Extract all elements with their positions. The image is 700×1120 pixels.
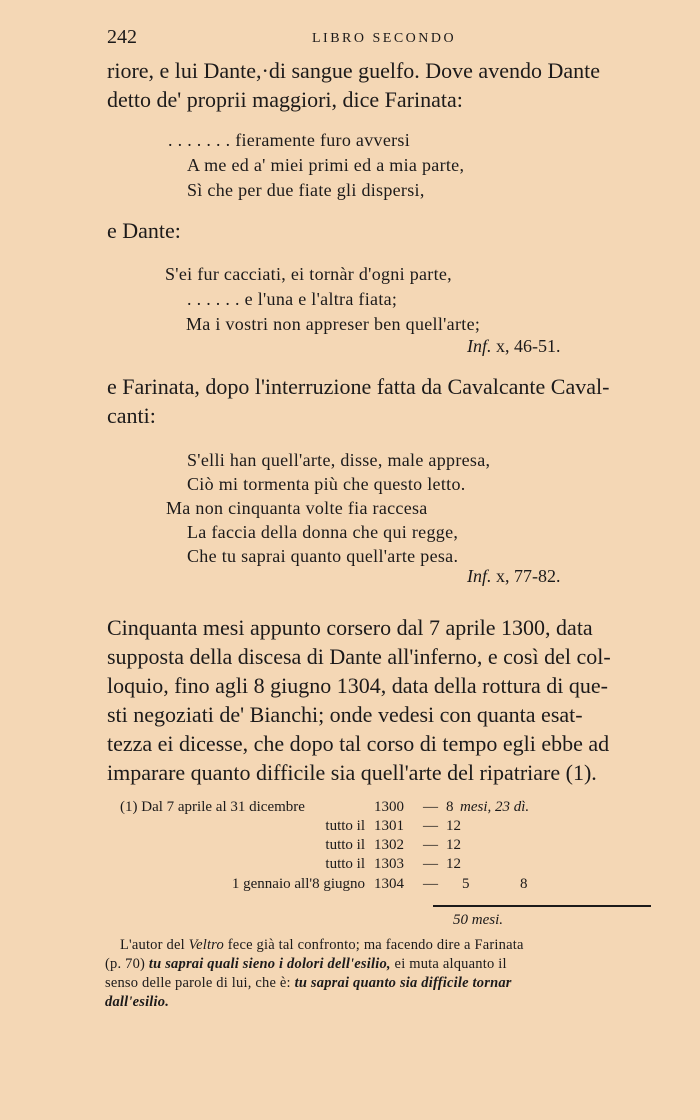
table-value: 8	[446, 799, 454, 815]
footnote-note-line: L'autor del Veltro fece già tal confronto; ma facendo dire a Farinata	[120, 937, 524, 953]
page-number: 242	[107, 26, 137, 48]
prose-line: e Farinata, dopo l'interruzione fatta da Cavalcante Caval-	[107, 374, 610, 399]
table-year: 1303	[374, 856, 404, 872]
table-unit: mesi, 23 dì.	[460, 799, 530, 815]
verse-line: Che tu saprai quanto quell'arte pesa.	[187, 546, 459, 566]
citation	[467, 566, 561, 587]
table-label: tutto il	[325, 837, 365, 853]
verse-line: Ma non cinquanta volte fia raccesa	[166, 498, 428, 518]
verse-line: S'elli han quell'arte, disse, male appresa,	[187, 450, 491, 470]
table-value: 12	[446, 837, 461, 853]
citation-work: Inf.	[467, 566, 492, 586]
table-label: tutto il	[325, 856, 365, 872]
table-value: 12	[446, 818, 461, 834]
table-dash: —	[423, 876, 438, 892]
quote-italic: tu saprai quanto sia difficile tornar	[294, 975, 512, 991]
prose-line: Cinquanta mesi appunto corsero dal 7 aprile 1300, data	[107, 615, 593, 640]
quote-italic: dall'esilio.	[105, 994, 170, 1010]
prose-line: e Dante:	[107, 218, 181, 243]
table-year: 1304	[374, 876, 404, 892]
running-title: LIBRO SECONDO	[312, 31, 457, 46]
verse-line: . . . . . . e l'una e l'altra fiata;	[187, 289, 398, 309]
verse-line: La faccia della donna che qui regge,	[187, 522, 459, 542]
table-value: 5	[462, 876, 470, 892]
table-label: 1 gennaio all'8 giugno	[231, 876, 365, 892]
prose-line: imparare quanto difficile sia quell'arte del ripatriare (1).	[107, 760, 597, 785]
citation	[467, 336, 561, 357]
quote-italic: tu saprai quali sieno i dolori dell'esilio,	[148, 956, 391, 972]
citation-location: x, 46-51.	[496, 336, 561, 356]
prose-line: supposta della discesa di Dante all'inferno, e così del col-	[107, 644, 611, 669]
prose-line: sti negoziati de' Bianchi; onde vedesi con quanta esat-	[107, 702, 583, 727]
prose-line: canti:	[107, 403, 156, 428]
footnote-note-line	[105, 993, 169, 1011]
prose-line: tezza ei dicesse, che dopo tal corso di tempo egli ebbe ad	[107, 731, 610, 756]
verse-line: Ciò mi tormenta più che questo letto.	[187, 474, 466, 494]
table-year: 1300	[374, 799, 404, 815]
citation-work: Inf.	[467, 336, 492, 356]
prose-line: loquio, fino agli 8 giugno 1304, data della rottura di que-	[107, 673, 609, 698]
verse-line: Sì che per due fiate gli dispersi,	[187, 180, 425, 200]
table-year: 1301	[374, 818, 404, 834]
footnote-note-line: (p. 70) tu saprai quali sieno i dolori dell'esilio, ei muta alquanto il	[105, 956, 507, 972]
sum-rule	[433, 905, 651, 907]
table-label: tutto il	[325, 818, 365, 834]
verse-line: A me ed a' miei primi ed a mia parte,	[187, 155, 465, 175]
table-dash: —	[423, 837, 438, 853]
table-total: 50 mesi.	[453, 912, 503, 928]
footnote-marker: (1) Dal 7 aprile al 31 dicembre	[120, 799, 305, 815]
table-dash: —	[423, 799, 438, 815]
table-dash: —	[423, 818, 438, 834]
footnote-note-line: senso delle parole di lui, che è: tu saprai quanto sia difficile tornar	[105, 975, 512, 991]
table-extra: 8	[520, 876, 528, 892]
verse-line: S'ei fur cacciati, ei tornàr d'ogni parte,	[165, 264, 452, 284]
table-value: 12	[446, 856, 461, 872]
table-year: 1302	[374, 837, 404, 853]
title-italic: Veltro	[188, 937, 224, 953]
citation-location: x, 77-82.	[496, 566, 561, 586]
prose-line: detto de' proprii maggiori, dice Farinata:	[107, 87, 463, 112]
prose-line: riore, e lui Dante,·di sangue guelfo. Dove avendo Dante	[107, 58, 600, 83]
table-dash: —	[423, 856, 438, 872]
verse-line: . . . . . . . fieramente furo avversi	[168, 130, 411, 150]
verse-line: Ma i vostri non appreser ben quell'arte;	[186, 314, 481, 334]
